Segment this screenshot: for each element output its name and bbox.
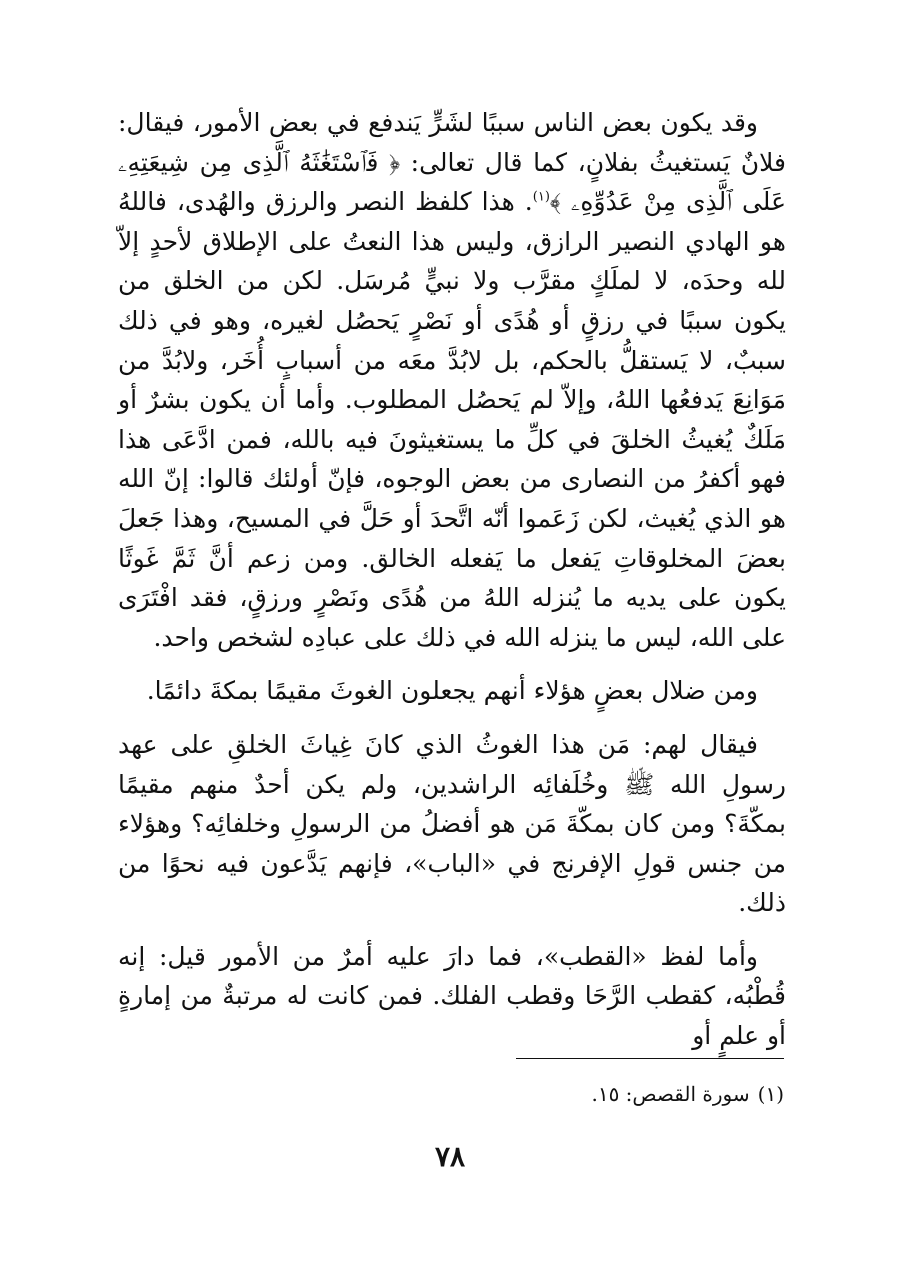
- footnote: [300, 1080, 784, 1108]
- paragraph-1-opening: وقد يكون بعض الناس سببًا لشَرٍّ يَندفع في بعض الأمور، فيقال: فلانٌ يَستغيثُ بفلانٍ، كما قال تعالى:: [118, 108, 786, 177]
- paragraph-4: وأما لفظ «القطب»، فما دارَ عليه أمرٌ من الأمور قيل: إنه قُطْبُه، كقطب الرَّحَا وقطب الفلك. فمن كانت له مرتبةٌ من إمارةٍ أو علمٍ أو: [118, 941, 786, 1051]
- paragraph-3: فيقال لهم: مَن هذا الغوثُ الذي كانَ غِياثَ الخلقِ على عهد رسولِ الله ﷺ وخُلَفائِه الراشدين، ولم يكن أحدٌ منهم مقيمًا بمكّةَ؟ ومن كان بمكّةَ مَن هو أفضلُ من الرسولِ وخلفائِه؟ وهؤلاء من جنس قولِ الإفرنج في «الباب»، فإنهم يَدَّعون فيه نحوًا من ذلك.: [118, 729, 786, 918]
- quran-verse: ﴿ فَٱسْتَغَٰثَهُ ٱلَّذِى مِن شِيعَتِهِۦ عَلَى ٱلَّذِى مِنْ عَدُوِّهِۦ ﴾: [118, 147, 787, 217]
- paragraph-1: [118, 103, 786, 657]
- footnote-number: (١): [757, 1082, 784, 1106]
- footnote-divider: [516, 1058, 784, 1059]
- main-text: [118, 103, 786, 1056]
- paragraph-1-continuation: . هذا كلفظ النصر والرزق والهُدى، فاللهُ هو الهادي النصير الرازق، وليس هذا النعتُ على الإطلاق لأحدٍ إلاّ لله وحدَه، لا لملَكٍ مقرَّب ولا نبيٍّ مُرسَل. لكن من الخلق من يكون سببًا في رزقٍ أو هُدًى أو نَصْرٍ يَحصُل لغيره، وهو في ذلك سببٌ، لا يَستقلُّ بالحكم، بل لابُدَّ معَه من أسبابٍ أُخَر، ولابُدَّ من مَوَانِعَ يَدفعُها اللهُ، وإلاّ لم يَحصُل المطلوب. وأما أن يكون بشرٌ أو مَلَكٌ يُغيثُ الخلقَ في كلِّ ما يستغيثونَ فيه بالله، فمن ادَّعَى هذا فهو أكفرُ من النصارى من بعض الوجوه، فإنّ أولئك قالوا: إنّ الله هو الذي يُغيث، لكن زَعَموا أنّه اتَّحدَ أو حَلَّ في المسيح، وهذا جَعلَ بعضَ المخلوقاتِ يَفعل ما يَفعله الخالق. ومن زعم أنَّ ثَمَّ غَوثًا يكون على يديه ما يُنزله اللهُ من هُدًى ونَصْرٍ ورزقٍ، فقد افْتَرَى على الله، ليس ما ينزله الله في ذلك على عبادِه لشخص واحد.: [118, 187, 786, 652]
- page-number: ٧٨: [434, 1140, 466, 1173]
- footnote-text: سورة القصص: ١٥.: [591, 1082, 750, 1106]
- footnote-reference: (١): [532, 189, 550, 205]
- paragraph-2: ومن ضلال بعضٍ هؤلاء أنهم يجعلون الغوثَ مقيمًا بمكةَ دائمًا.: [146, 676, 758, 706]
